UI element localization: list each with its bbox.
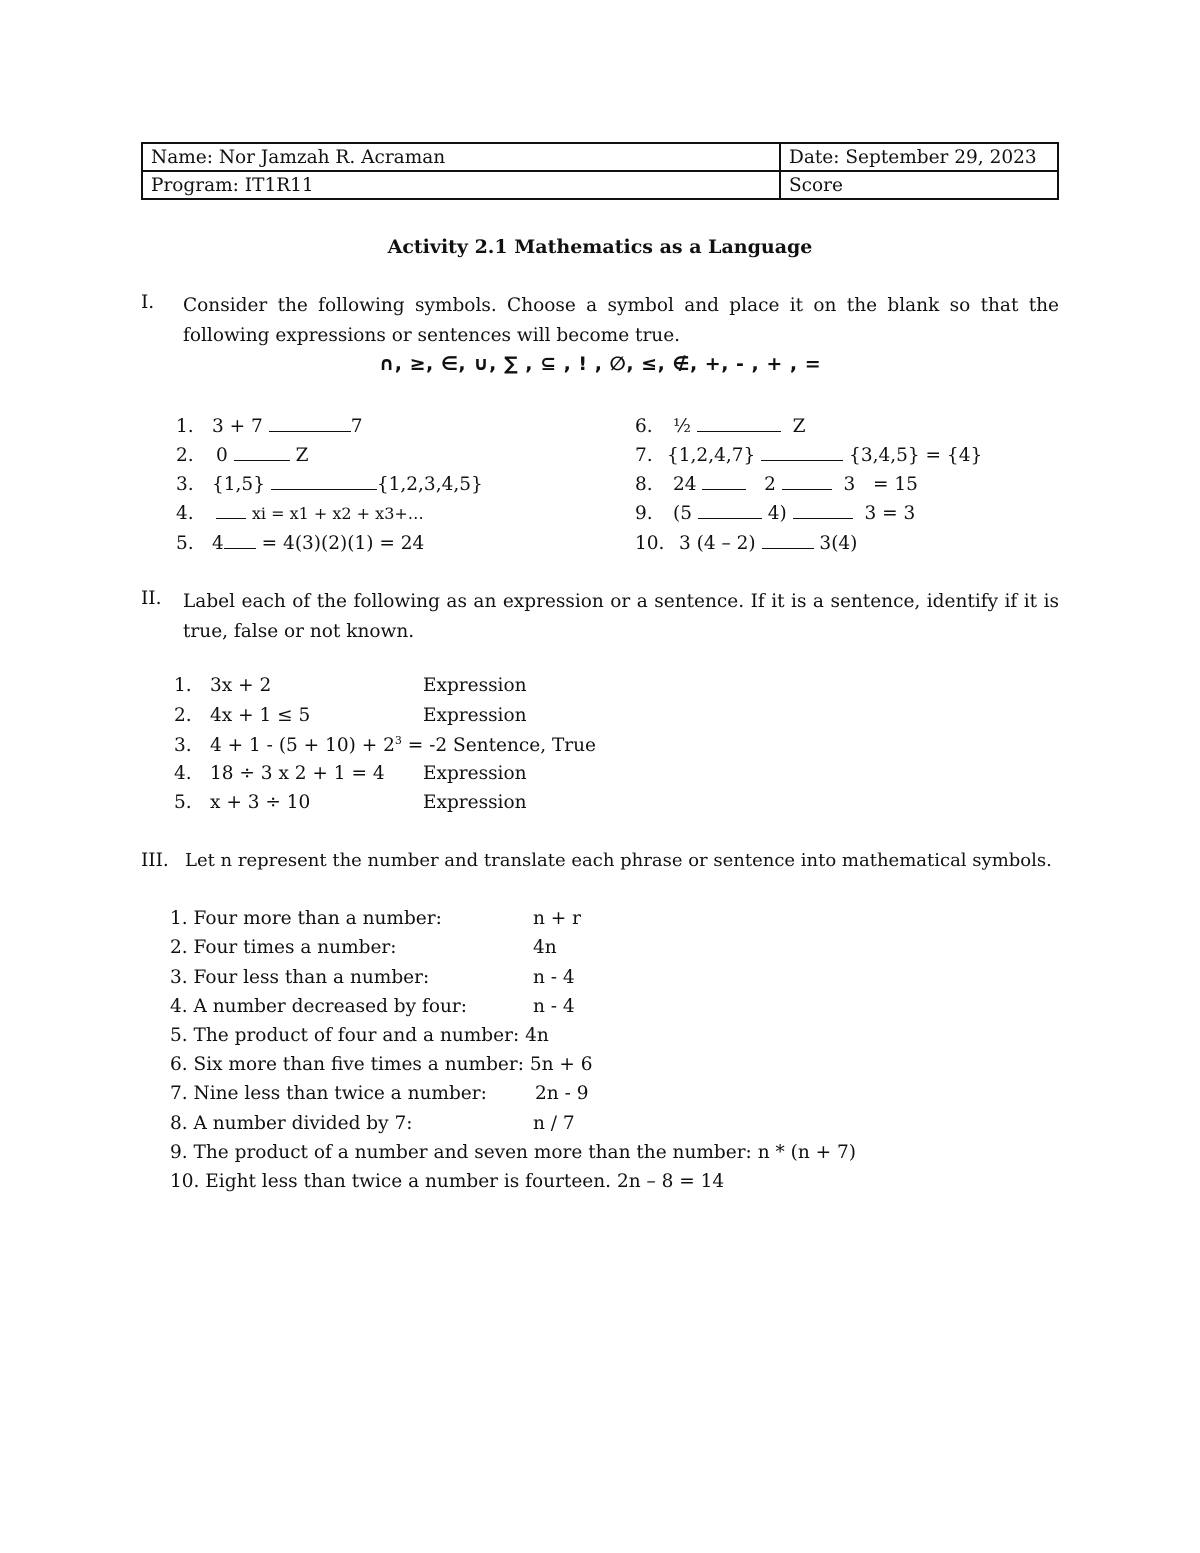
s2-label-5: Expression [423, 792, 527, 813]
s2-label-2: Expression [423, 705, 527, 726]
s3-answer-3: n - 4 [533, 967, 575, 988]
s1-item-6: 6. ½ Z [635, 416, 806, 437]
s2-label-4: Expression [423, 763, 527, 784]
s3-question-3: 3. Four less than a number: [170, 967, 430, 988]
s3-answer-2: 4n [533, 937, 557, 958]
answer-blank[interactable] [271, 472, 377, 490]
s3-question-7: 7. Nine less than twice a number: [170, 1083, 487, 1104]
s2-item-3: 3. $4 + 1 - (5 + 10) + 2^3 = -2$ Sentence, True [174, 734, 596, 757]
section-1-numeral: I. [141, 292, 155, 313]
name-cell: Name: Nor Jamzah R. Acraman [142, 143, 780, 171]
s1-item-2: 2. 0 Z [176, 445, 309, 466]
section-1-instruction: Consider the following symbols. Choose a symbol and place it on the blank so that the following expressions or sentences will become true. [183, 295, 1059, 346]
s3-answer-9: n * (n + 7) [757, 1142, 856, 1163]
s3-answer-5: 4n [525, 1025, 549, 1046]
s2-item-1: 1. 3x + 2 [174, 675, 272, 696]
section-2-numeral: II. [141, 588, 162, 609]
program-cell: Program: IT1R11 [142, 171, 780, 199]
s1-item-8: 8. 24 2 3 = 15 [635, 474, 918, 495]
section-3-instruction: Let n represent the number and translate each phrase or sentence into mathematical symbols. [185, 850, 1052, 871]
s2-item-5: 5. x + 3 ÷ 10 [174, 792, 311, 813]
s1-item-9: 9. (5 4) 3 = 3 [635, 503, 916, 524]
s3-answer-4: n - 4 [533, 996, 575, 1017]
header-table [141, 142, 1059, 200]
answer-blank[interactable] [234, 443, 290, 461]
s2-item-4: 4. 18 ÷ 3 x 2 + 1 = 4 [174, 763, 385, 784]
answer-blank[interactable] [782, 472, 832, 490]
s1-item-1: 1. 3 + 7 7 [176, 416, 363, 437]
answer-blank[interactable] [702, 472, 746, 490]
answer-blank[interactable] [793, 501, 853, 519]
answer-blank[interactable] [698, 501, 762, 519]
answer-blank[interactable] [697, 414, 781, 432]
s3-question-6: 6. Six more than five times a number: 5n + 6 [170, 1054, 593, 1075]
s3-question-8: 8. A number divided by 7: [170, 1113, 413, 1134]
answer-blank[interactable] [269, 414, 351, 432]
answer-blank[interactable] [224, 531, 256, 549]
s1-item-3: 3. {1,5} {1,2,3,4,5} [176, 474, 483, 495]
s3-answer-1: n + r [533, 908, 582, 929]
date-cell: Date: September 29, 2023 [780, 143, 1058, 171]
score-cell: Score [780, 171, 1058, 199]
s3-answer-10: 2n – 8 = 14 [616, 1171, 725, 1192]
section-2-instruction: Label each of the following as an expression or a sentence. If it is a sentence, identify if it is true, false or not known. [183, 591, 1059, 642]
s1-item-5: 5. 4 = 4(3)(2)(1) = 24 [176, 533, 425, 554]
symbol-list: ∩, ≥, ∈, ∪, ∑ , ⊆ , ! , ∅, ≤, ∉, +, - , + , = [378, 353, 822, 375]
s3-question-10: 10. Eight less than twice a number is fourteen. 2n – 8 = 14 [170, 1171, 725, 1192]
answer-blank[interactable] [761, 443, 843, 461]
activity-title: Activity 2.1 Mathematics as a Language [387, 236, 813, 258]
answer-blank[interactable] [762, 531, 814, 549]
section-3-numeral: III. [141, 850, 169, 871]
s1-item-7: 7. {1,2,4,7} {3,4,5} = {4} [635, 445, 983, 466]
s2-label-1: Expression [423, 675, 527, 696]
answer-blank[interactable] [216, 501, 246, 519]
s3-question-1: 1. Four more than a number: [170, 908, 442, 929]
s1-item-4: 4. xi = x1 + x2 + x3+… [176, 503, 424, 524]
s3-answer-6: 5n + 6 [529, 1054, 593, 1075]
s2-item-2: 2. 4x + 1 ≤ 5 [174, 705, 311, 726]
s3-question-4: 4. A number decreased by four: [170, 996, 467, 1017]
s3-answer-8: n / 7 [533, 1113, 575, 1134]
s1-item-10: 10. 3 (4 – 2) 3(4) [635, 533, 858, 554]
s3-answer-7: 2n - 9 [535, 1083, 589, 1104]
s3-question-9: 9. The product of a number and seven more than the number: n * (n + 7) [170, 1142, 856, 1163]
s3-question-5: 5. The product of four and a number: 4n [170, 1025, 549, 1046]
s3-question-2: 2. Four times a number: [170, 937, 397, 958]
